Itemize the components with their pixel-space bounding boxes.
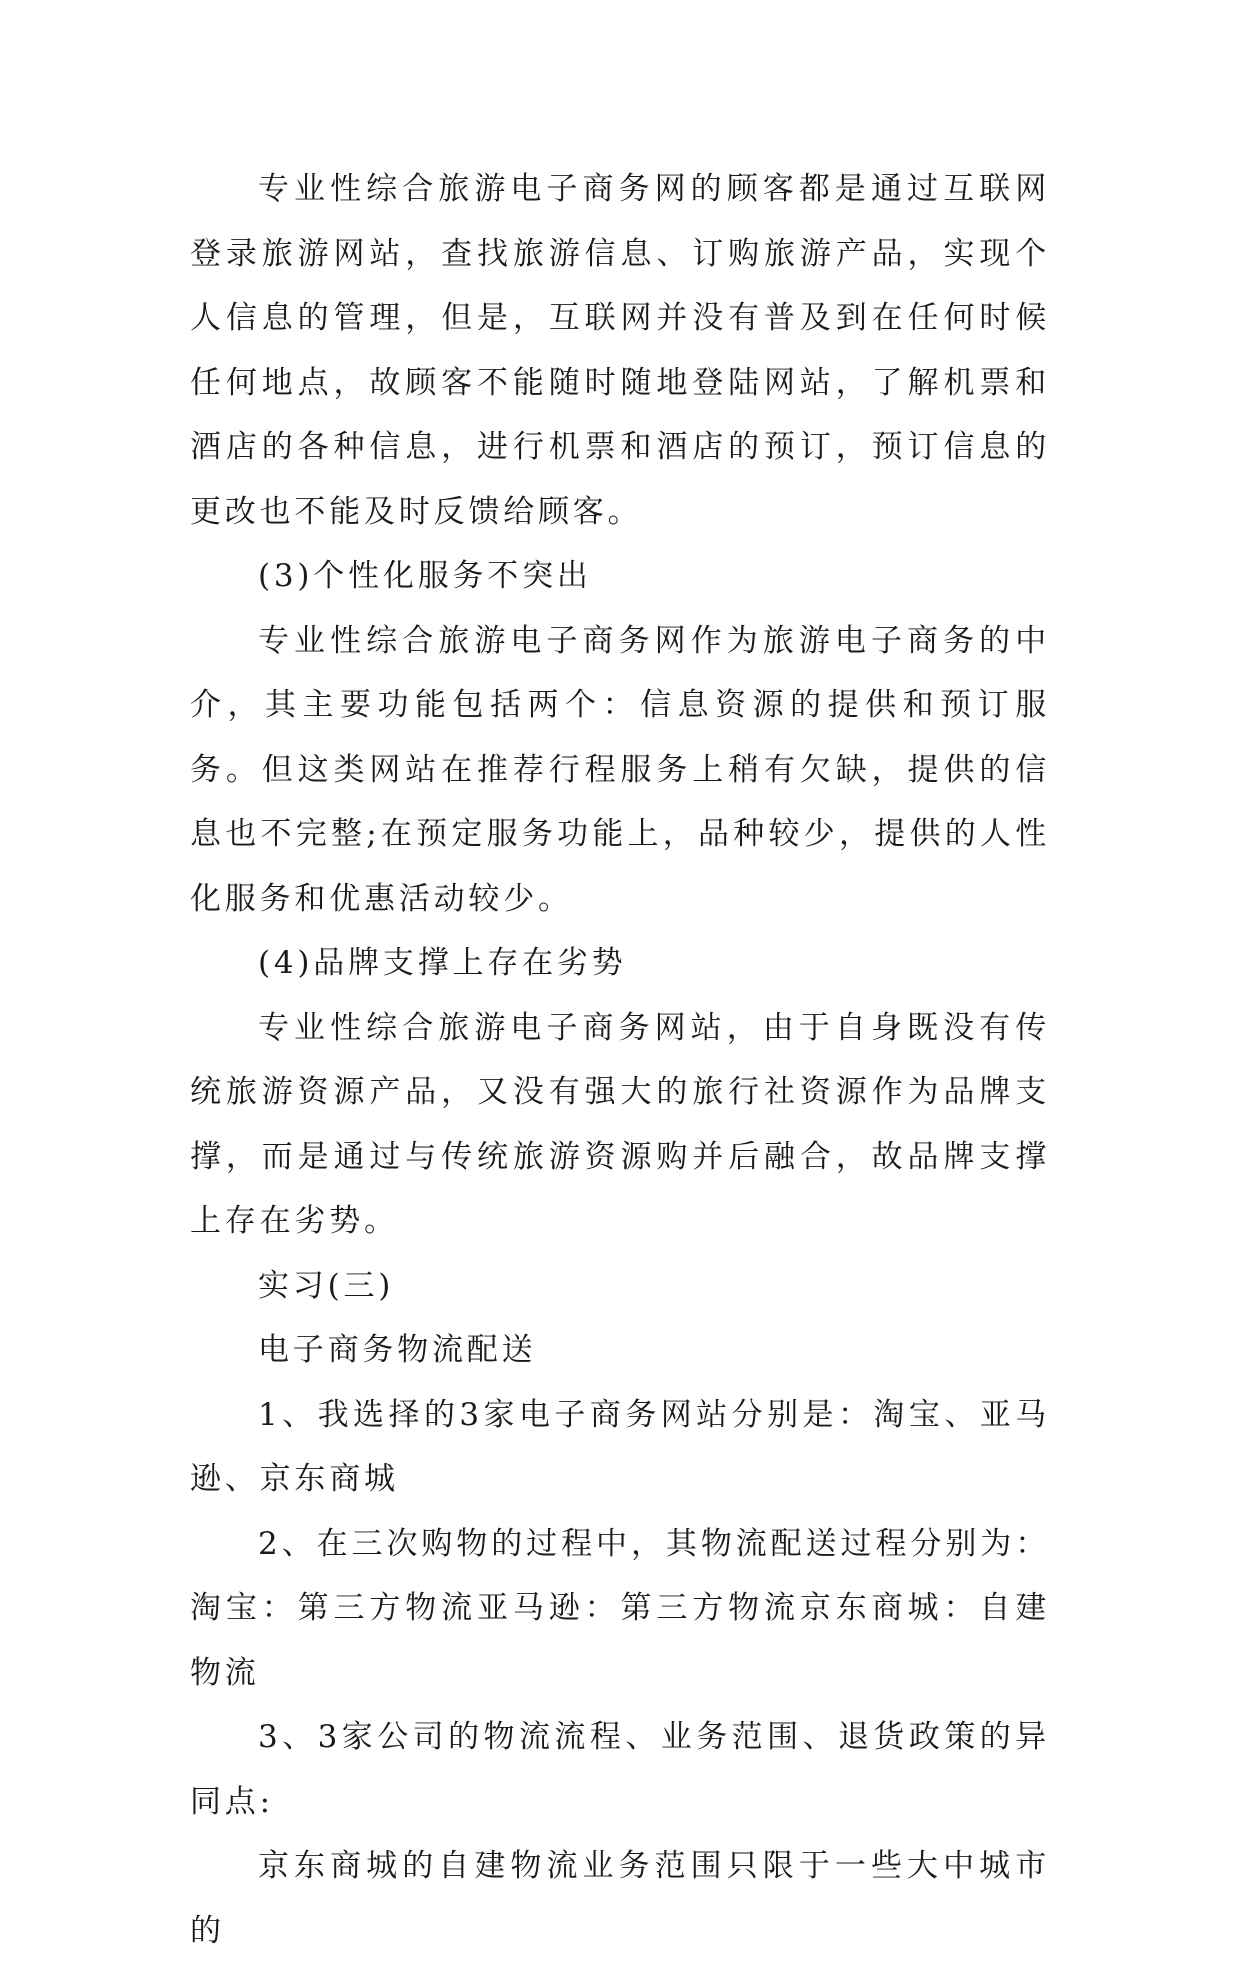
paragraph-personalized-service: 专业性综合旅游电子商务网作为旅游电子商务的中介，其主要功能包括两个：信息资源的提供和预订服务。但这类网站在推荐行程服务上稍有欠缺，提供的信息也不完整;在预定服务功能上，品种较少，提供的人性化服务和优惠活动较少。 xyxy=(190,622,1050,917)
heading-brand-support: (4)品牌支撑上存在劣势 xyxy=(258,945,627,981)
document-body xyxy=(190,157,1050,1963)
heading-ecommerce-logistics: 电子商务物流配送 xyxy=(258,1332,537,1368)
heading-personalized-service: (3)个性化服务不突出 xyxy=(258,558,592,594)
paragraph-delivery-process: 2、在三次购物的过程中，其物流配送过程分别为：淘宝：第三方物流亚马逊：第三方物流京东商城：自建物流 xyxy=(190,1525,1050,1691)
paragraph-jd-logistics: 京东商城的自建物流业务范围只限于一些大中城市的 xyxy=(190,1848,1050,1949)
paragraph-selected-websites: 1、我选择的3家电子商务网站分别是：淘宝、亚马逊、京东商城 xyxy=(190,1396,1050,1497)
paragraph-brand-support: 专业性综合旅游电子商务网站，由于自身既没有传统旅游资源产品，又没有强大的旅行社资源作为品牌支撑，而是通过与传统旅游资源购并后融合，故品牌支撑上存在劣势。 xyxy=(190,1009,1050,1239)
heading-internship-three: 实习(三) xyxy=(258,1267,395,1304)
paragraph-customer-access: 专业性综合旅游电子商务网的顾客都是通过互联网登录旅游网站，查找旅游信息、订购旅游产品，实现个人信息的管理，但是，互联网并没有普及到在任何时候任何地点，故顾客不能随时随地登陆网站，了解机票和酒店的各种信息，进行机票和酒店的预订，预订信息的更改也不能及时反馈给顾客。 xyxy=(190,171,1050,530)
paragraph-comparison-heading: 3、3家公司的物流流程、业务范围、退货政策的异同点: xyxy=(190,1719,1050,1820)
